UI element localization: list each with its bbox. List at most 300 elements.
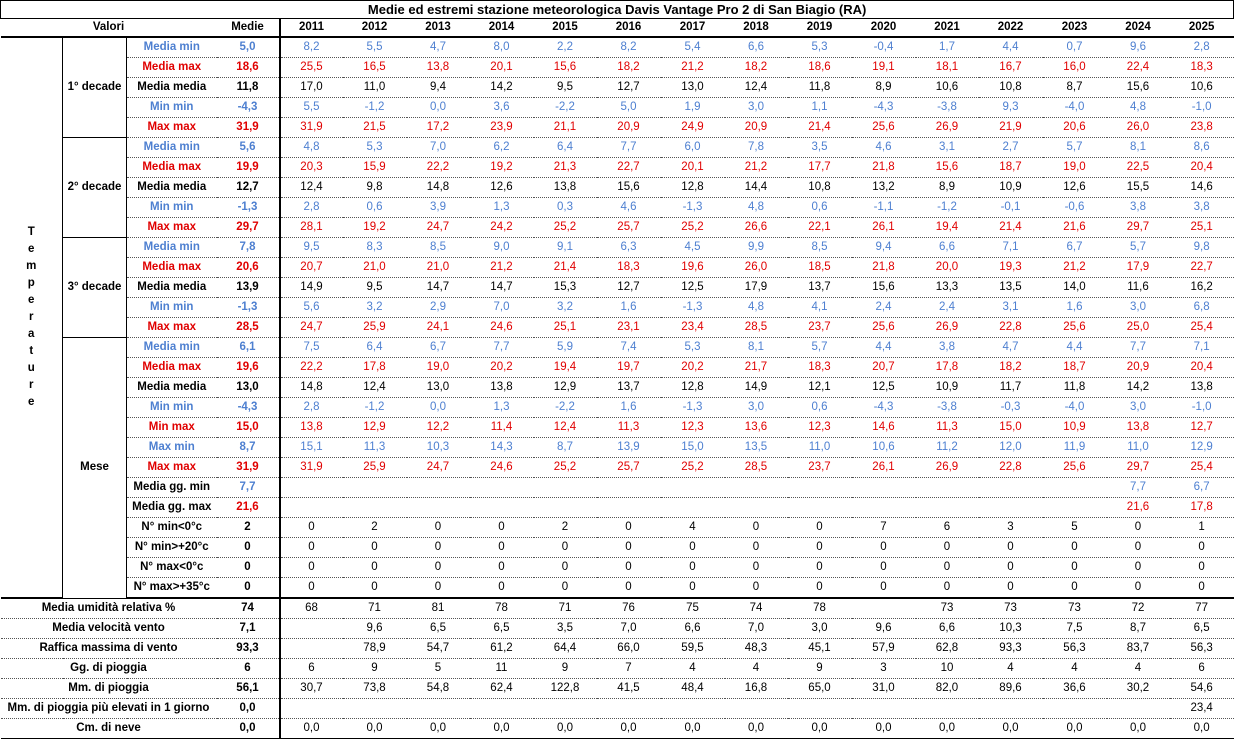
year-value: 10 xyxy=(916,659,979,679)
media-value: 56,1 xyxy=(217,679,280,699)
row-label: Media max xyxy=(127,258,217,278)
temperature-letter: m xyxy=(26,260,37,272)
year-value: 14,0 xyxy=(1043,278,1107,298)
year-value: 18,2 xyxy=(725,58,788,78)
year-value: 0 xyxy=(407,558,470,578)
year-value: 0,0 xyxy=(661,719,725,739)
year-value: 48,3 xyxy=(725,639,788,659)
row-label: Min min xyxy=(127,398,217,418)
year-value: 25,0 xyxy=(1107,318,1170,338)
media-value: 18,6 xyxy=(217,58,280,78)
year-value: 66,0 xyxy=(597,639,661,659)
year-value: 5,4 xyxy=(661,37,725,58)
year-value: 8,9 xyxy=(852,78,916,98)
year-value: 0 xyxy=(280,518,343,538)
year-value: 21,4 xyxy=(979,218,1043,238)
year-value: 6,6 xyxy=(916,238,979,258)
year-value xyxy=(1043,498,1107,518)
year-value: 7,4 xyxy=(597,338,661,358)
temperature-letter: r xyxy=(29,379,34,391)
year-value: 22,1 xyxy=(788,218,852,238)
year-value: 18,6 xyxy=(788,58,852,78)
year-value: 23,8 xyxy=(1170,118,1234,138)
year-value: 4 xyxy=(661,659,725,679)
year-value: 0 xyxy=(979,538,1043,558)
year-value: 14,3 xyxy=(470,438,534,458)
year-value: 5,7 xyxy=(1107,238,1170,258)
year-value: 0 xyxy=(725,518,788,538)
year-value: 10,8 xyxy=(979,78,1043,98)
year-value: 0,0 xyxy=(725,719,788,739)
year-value: 22,2 xyxy=(280,358,343,378)
year-value: 25,6 xyxy=(852,118,916,138)
year-value: 15,6 xyxy=(916,158,979,178)
year-value: 14,9 xyxy=(725,378,788,398)
table-row xyxy=(1,659,1234,679)
year-value: 9,8 xyxy=(1170,238,1234,258)
year-value: 29,7 xyxy=(1107,218,1170,238)
year-value: 5 xyxy=(407,659,470,679)
year-value xyxy=(280,699,343,719)
year-value: 61,2 xyxy=(470,639,534,659)
year-value: 73 xyxy=(979,598,1043,619)
table-row xyxy=(1,358,1234,378)
year-value: 12,4 xyxy=(343,378,407,398)
year-value xyxy=(661,478,725,498)
year-value xyxy=(280,478,343,498)
year-value: 0 xyxy=(1170,538,1234,558)
year-value: 45,1 xyxy=(788,639,852,659)
year-value: 0 xyxy=(1170,578,1234,599)
year-value: 3,9 xyxy=(407,198,470,218)
year-value: 10,9 xyxy=(916,378,979,398)
year-value: 4,8 xyxy=(280,138,343,158)
year-value: 7,7 xyxy=(1107,338,1170,358)
year-value: 17,7 xyxy=(788,158,852,178)
year-value: 26,9 xyxy=(916,318,979,338)
header-year: 2016 xyxy=(597,19,661,38)
year-value: 26,1 xyxy=(852,458,916,478)
year-value: 15,6 xyxy=(534,58,597,78)
year-value: 9 xyxy=(534,659,597,679)
year-value: -3,8 xyxy=(916,98,979,118)
year-value: 21,0 xyxy=(407,258,470,278)
row-label: Max max xyxy=(127,118,217,138)
year-value xyxy=(597,498,661,518)
year-value: 4,5 xyxy=(661,238,725,258)
row-label: Media min xyxy=(127,37,217,58)
year-value: 22,8 xyxy=(979,458,1043,478)
year-value: 20,6 xyxy=(1043,118,1107,138)
year-value: 11,8 xyxy=(788,78,852,98)
year-value: 7,5 xyxy=(280,338,343,358)
year-value: 2,7 xyxy=(979,138,1043,158)
year-value: 17,2 xyxy=(407,118,470,138)
year-value: 0 xyxy=(788,578,852,599)
year-value: 8,5 xyxy=(788,238,852,258)
year-value: 25,6 xyxy=(852,318,916,338)
year-value: 24,6 xyxy=(470,318,534,338)
year-value: 93,3 xyxy=(979,639,1043,659)
media-value: 29,7 xyxy=(217,218,280,238)
year-value: 9 xyxy=(788,659,852,679)
year-value xyxy=(979,498,1043,518)
year-value xyxy=(407,498,470,518)
year-value: 0,0 xyxy=(407,398,470,418)
year-value: -0,3 xyxy=(979,398,1043,418)
year-value: 56,3 xyxy=(1043,639,1107,659)
row-label: N° min<0°c xyxy=(127,518,217,538)
year-value: 13,9 xyxy=(597,438,661,458)
year-value: 36,6 xyxy=(1043,679,1107,699)
year-value: 3,0 xyxy=(725,398,788,418)
row-label: Media max xyxy=(127,58,217,78)
year-value: 0 xyxy=(470,518,534,538)
general-label: Gg. di pioggia xyxy=(1,659,217,679)
year-value: 0 xyxy=(597,538,661,558)
year-value xyxy=(1043,478,1107,498)
year-value: 0 xyxy=(407,538,470,558)
year-value: 0,6 xyxy=(343,198,407,218)
table-row xyxy=(1,478,1234,498)
year-value: 15,5 xyxy=(1107,178,1170,198)
year-value: 13,8 xyxy=(470,378,534,398)
year-value: 0 xyxy=(407,578,470,599)
year-value: 0 xyxy=(597,518,661,538)
row-label: N° max>+35°c xyxy=(127,578,217,599)
year-value: 4,1 xyxy=(788,298,852,318)
year-value: 13,3 xyxy=(916,278,979,298)
table-row xyxy=(1,498,1234,518)
year-value: -1,3 xyxy=(661,198,725,218)
media-value: 5,6 xyxy=(217,138,280,158)
year-value: 21,6 xyxy=(1043,218,1107,238)
media-value: 0,0 xyxy=(217,699,280,719)
year-value: 14,9 xyxy=(280,278,343,298)
year-value: 18,7 xyxy=(979,158,1043,178)
year-value: 6,5 xyxy=(1170,619,1234,639)
year-value: 0 xyxy=(597,578,661,599)
header-year: 2019 xyxy=(788,19,852,38)
year-value: 13,5 xyxy=(979,278,1043,298)
year-value: 2,8 xyxy=(280,398,343,418)
year-value xyxy=(852,598,916,619)
row-label: Media min xyxy=(127,238,217,258)
year-value: 5,7 xyxy=(788,338,852,358)
year-value xyxy=(280,498,343,518)
year-value: 11,3 xyxy=(916,418,979,438)
year-value: 7,1 xyxy=(979,238,1043,258)
year-value: 10,6 xyxy=(852,438,916,458)
temperature-letter: e xyxy=(28,396,35,408)
year-value: 7,0 xyxy=(470,298,534,318)
year-value: 4 xyxy=(725,659,788,679)
year-value: 62,8 xyxy=(916,639,979,659)
year-value: 8,2 xyxy=(280,37,343,58)
year-value: 4 xyxy=(979,659,1043,679)
year-value: 13,8 xyxy=(534,178,597,198)
table-row xyxy=(1,298,1234,318)
year-value: 4,4 xyxy=(979,37,1043,58)
media-value: 0 xyxy=(217,558,280,578)
year-value: 0 xyxy=(534,538,597,558)
year-value: 0,0 xyxy=(407,98,470,118)
row-label: Max max xyxy=(127,318,217,338)
year-value: 17,9 xyxy=(725,278,788,298)
year-value: 12,4 xyxy=(725,78,788,98)
year-value: 21,2 xyxy=(661,58,725,78)
temperature-letter: e xyxy=(28,294,35,306)
year-value: 20,9 xyxy=(597,118,661,138)
year-value: 13,7 xyxy=(788,278,852,298)
year-value: 11,6 xyxy=(1107,278,1170,298)
year-value: 20,4 xyxy=(1170,358,1234,378)
year-value: 2,8 xyxy=(280,198,343,218)
year-value: 23,1 xyxy=(597,318,661,338)
year-value: 8,9 xyxy=(916,178,979,198)
year-value: 7,8 xyxy=(725,138,788,158)
year-value: 8,1 xyxy=(1107,138,1170,158)
year-value: 0 xyxy=(661,558,725,578)
year-value: 0,0 xyxy=(470,719,534,739)
year-value: 0,6 xyxy=(788,398,852,418)
year-value: 21,2 xyxy=(725,158,788,178)
year-value: -1,1 xyxy=(852,198,916,218)
year-value: 21,8 xyxy=(852,158,916,178)
table-row xyxy=(1,258,1234,278)
year-value: 4,4 xyxy=(1043,338,1107,358)
year-value: 20,2 xyxy=(661,358,725,378)
year-value: 20,2 xyxy=(470,358,534,378)
year-value xyxy=(597,699,661,719)
media-value: 31,9 xyxy=(217,458,280,478)
year-value: 11,7 xyxy=(979,378,1043,398)
year-value: 0 xyxy=(1043,538,1107,558)
year-value: 14,8 xyxy=(280,378,343,398)
year-value: 13,8 xyxy=(1170,378,1234,398)
year-value: 4,8 xyxy=(1107,98,1170,118)
year-value: 10,6 xyxy=(1170,78,1234,98)
year-value: -0,1 xyxy=(979,198,1043,218)
year-value: 5,9 xyxy=(534,338,597,358)
media-value: -4,3 xyxy=(217,398,280,418)
year-value: 19,1 xyxy=(852,58,916,78)
year-value: 24,1 xyxy=(407,318,470,338)
year-value: 0 xyxy=(1043,578,1107,599)
table-row xyxy=(1,558,1234,578)
media-value: 93,3 xyxy=(217,639,280,659)
row-label: N° max<0°c xyxy=(127,558,217,578)
year-value: -1,3 xyxy=(661,398,725,418)
year-value: 21,3 xyxy=(534,158,597,178)
year-value: 23,7 xyxy=(788,458,852,478)
year-value: 9,4 xyxy=(852,238,916,258)
year-value: 0,0 xyxy=(1043,719,1107,739)
year-value: 0 xyxy=(788,518,852,538)
general-label: Media umidità relativa % xyxy=(1,598,217,619)
media-value: 0 xyxy=(217,578,280,599)
year-value: 3,0 xyxy=(788,619,852,639)
year-value: 5,7 xyxy=(1043,138,1107,158)
year-value: 0 xyxy=(788,538,852,558)
year-value: 29,7 xyxy=(1107,458,1170,478)
row-label: Media media xyxy=(127,278,217,298)
year-value: -1,0 xyxy=(1170,98,1234,118)
year-value: 0 xyxy=(470,538,534,558)
year-value xyxy=(343,699,407,719)
table-row xyxy=(1,278,1234,298)
year-value: 6,7 xyxy=(407,338,470,358)
year-value: 7,7 xyxy=(597,138,661,158)
year-value: 4 xyxy=(661,518,725,538)
year-value: 48,4 xyxy=(661,679,725,699)
year-value: 57,9 xyxy=(852,639,916,659)
year-value: 7,7 xyxy=(1107,478,1170,498)
row-label: Max max xyxy=(127,458,217,478)
year-value: 12,6 xyxy=(1043,178,1107,198)
table-row xyxy=(1,37,1234,58)
year-value: 8,7 xyxy=(534,438,597,458)
table-row xyxy=(1,238,1234,258)
year-value: 12,8 xyxy=(661,378,725,398)
year-value: 0 xyxy=(1043,558,1107,578)
year-value: 25,6 xyxy=(1043,318,1107,338)
year-value xyxy=(916,478,979,498)
year-value: 25,7 xyxy=(597,458,661,478)
year-value: 6,0 xyxy=(661,138,725,158)
year-value: 0 xyxy=(343,558,407,578)
media-value: -4,3 xyxy=(217,98,280,118)
year-value: 21,8 xyxy=(852,258,916,278)
year-value: 0 xyxy=(280,578,343,599)
year-value: 26,0 xyxy=(1107,118,1170,138)
page-title: Medie ed estremi stazione meteorologica Davis Vantage Pro 2 di San Biagio (RA) xyxy=(1,1,1234,19)
table-row xyxy=(1,378,1234,398)
header-year: 2020 xyxy=(852,19,916,38)
year-value: 3,1 xyxy=(916,138,979,158)
year-value xyxy=(343,498,407,518)
media-value: 11,8 xyxy=(217,78,280,98)
year-value xyxy=(979,699,1043,719)
year-value: 3,2 xyxy=(534,298,597,318)
year-value: 25,4 xyxy=(1170,458,1234,478)
media-value: 7,1 xyxy=(217,619,280,639)
year-value: -0,4 xyxy=(852,37,916,58)
year-value: 1,3 xyxy=(470,198,534,218)
year-value: 25,1 xyxy=(1170,218,1234,238)
year-value: 13,2 xyxy=(852,178,916,198)
year-value: 72 xyxy=(1107,598,1170,619)
table-row xyxy=(1,78,1234,98)
row-label: Max min xyxy=(127,438,217,458)
year-value: 18,3 xyxy=(1170,58,1234,78)
year-value: 6,8 xyxy=(1170,298,1234,318)
year-value xyxy=(852,478,916,498)
year-value: 21,9 xyxy=(979,118,1043,138)
year-value: 9,0 xyxy=(470,238,534,258)
year-value: 11,3 xyxy=(597,418,661,438)
year-value: 83,7 xyxy=(1107,639,1170,659)
year-value: 82,0 xyxy=(916,679,979,699)
year-value: 5,3 xyxy=(788,37,852,58)
year-value xyxy=(407,699,470,719)
year-value: 1,7 xyxy=(916,37,979,58)
year-value: 7,1 xyxy=(1170,338,1234,358)
year-value: 81 xyxy=(407,598,470,619)
year-value: 8,7 xyxy=(1043,78,1107,98)
year-value: 6,5 xyxy=(470,619,534,639)
media-value: -1,3 xyxy=(217,298,280,318)
year-value: 13,0 xyxy=(661,78,725,98)
temperature-letter: p xyxy=(27,277,35,289)
year-value: 9,9 xyxy=(725,238,788,258)
year-value: -0,6 xyxy=(1043,198,1107,218)
year-value xyxy=(534,498,597,518)
year-value: 3,8 xyxy=(1170,198,1234,218)
year-value: 18,3 xyxy=(597,258,661,278)
year-value: 23,7 xyxy=(788,318,852,338)
year-value: -3,8 xyxy=(916,398,979,418)
year-value: 22,5 xyxy=(1107,158,1170,178)
year-value: 21,5 xyxy=(343,118,407,138)
year-value: 15,6 xyxy=(597,178,661,198)
year-value: 0 xyxy=(534,578,597,599)
year-value: 4,8 xyxy=(725,298,788,318)
year-value xyxy=(597,478,661,498)
year-value: 20,1 xyxy=(470,58,534,78)
year-value: 25,4 xyxy=(1170,318,1234,338)
year-value: 3 xyxy=(979,518,1043,538)
year-value: 21,2 xyxy=(470,258,534,278)
year-value: 0 xyxy=(1107,538,1170,558)
year-value: 0 xyxy=(788,558,852,578)
table-row xyxy=(1,458,1234,478)
table-row xyxy=(1,578,1234,599)
year-value: 8,5 xyxy=(407,238,470,258)
row-label: Media max xyxy=(127,158,217,178)
year-value: 0 xyxy=(343,578,407,599)
year-value: 20,9 xyxy=(725,118,788,138)
year-value: 3,8 xyxy=(916,338,979,358)
year-value: 14,2 xyxy=(1107,378,1170,398)
year-value: 0 xyxy=(661,538,725,558)
year-value xyxy=(661,699,725,719)
year-value: 78 xyxy=(788,598,852,619)
year-value xyxy=(534,699,597,719)
year-value: 17,8 xyxy=(1170,498,1234,518)
temperature-letter: e xyxy=(28,243,35,255)
media-value: 6 xyxy=(217,659,280,679)
media-value: 28,5 xyxy=(217,318,280,338)
year-value: 0 xyxy=(280,558,343,578)
year-value: 20,7 xyxy=(280,258,343,278)
year-value: 18,2 xyxy=(979,358,1043,378)
media-value: 15,0 xyxy=(217,418,280,438)
year-value: 28,5 xyxy=(725,458,788,478)
year-value: 22,4 xyxy=(1107,58,1170,78)
year-value: 18,2 xyxy=(597,58,661,78)
year-value: 25,2 xyxy=(534,218,597,238)
year-value: 0,0 xyxy=(788,719,852,739)
year-value: 0,6 xyxy=(788,198,852,218)
year-value: 6,4 xyxy=(343,338,407,358)
year-value: 73 xyxy=(916,598,979,619)
year-value: 1 xyxy=(1170,518,1234,538)
year-value xyxy=(788,498,852,518)
year-value: 19,7 xyxy=(597,358,661,378)
general-label: Mm. di pioggia xyxy=(1,679,217,699)
year-value: 78,9 xyxy=(343,639,407,659)
